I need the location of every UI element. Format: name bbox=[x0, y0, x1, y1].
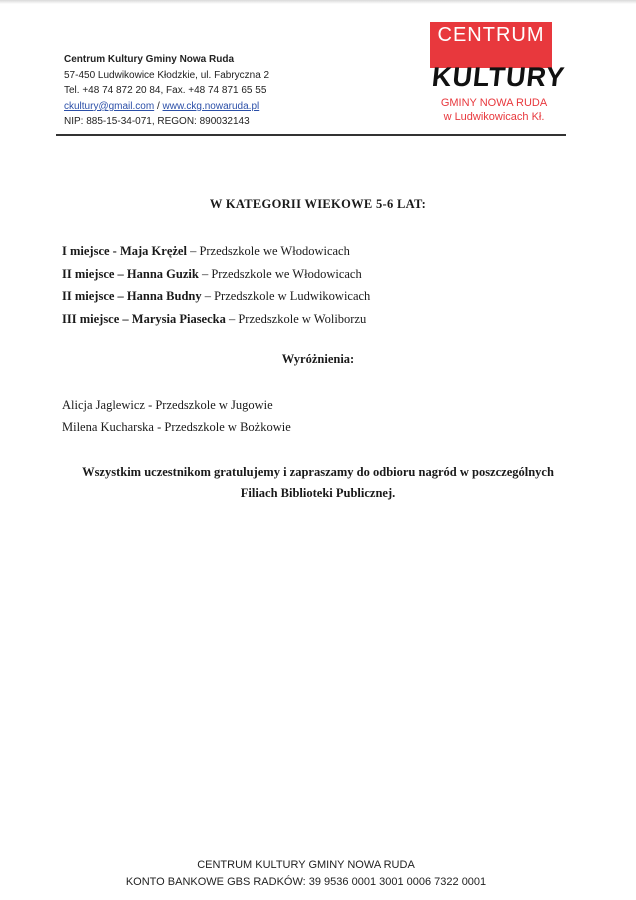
distinction-item: Alicja Jaglewicz - Przedszkole w Jugowie bbox=[62, 398, 273, 412]
logo-location-text: w Ludwikowicach Kł. bbox=[443, 111, 545, 123]
closing-message bbox=[40, 462, 596, 504]
logo-centrum-text: CENTRUM bbox=[437, 24, 545, 46]
winner-school: – Przedszkole w Woliborzu bbox=[225, 311, 367, 326]
closing-line-1: Wszystkim uczestnikom gratulujemy i zapraszamy do odbioru nagród w poszczególnych bbox=[82, 465, 554, 479]
letterhead-info bbox=[64, 52, 269, 130]
winner-row bbox=[62, 263, 370, 286]
org-phone-fax: Tel. +48 74 872 20 84, Fax. +48 74 871 65 55 bbox=[64, 85, 267, 97]
page-footer bbox=[0, 857, 612, 891]
winner-row bbox=[62, 285, 370, 308]
logo-subtitle bbox=[432, 96, 556, 124]
category-title: W KATEGORII WIEKOWE 5-6 LAT: bbox=[209, 197, 427, 211]
org-address: 57-450 Ludwikowice Kłodzkie, ul. Fabryczna 2 bbox=[64, 69, 270, 81]
winner-school: – Przedszkole we Włodowicach bbox=[198, 266, 362, 281]
distinctions-list bbox=[62, 394, 291, 438]
closing-line-2: Filiach Biblioteki Publicznej. bbox=[240, 486, 396, 500]
email-link[interactable]: ckultury@gmail.com bbox=[64, 100, 155, 112]
winner-row bbox=[62, 308, 370, 331]
winner-place: II miejsce – Hanna Guzik bbox=[62, 266, 199, 281]
distinction-item: Milena Kucharska - Przedszkole w Bożkowie bbox=[62, 420, 291, 434]
page-top-edge bbox=[0, 0, 636, 4]
winner-row bbox=[62, 240, 370, 263]
winner-place: I miejsce - Maja Krężel bbox=[62, 244, 187, 258]
centrum-kultury-logo bbox=[430, 22, 567, 123]
winner-place: II miejsce – Hanna Budny bbox=[62, 289, 202, 303]
distinctions-title: Wyróżnienia: bbox=[281, 352, 355, 366]
contact-separator: / bbox=[154, 100, 163, 112]
logo-kultury-text: KULTURY bbox=[430, 62, 567, 92]
org-contacts bbox=[64, 99, 269, 115]
letterhead-divider bbox=[56, 134, 566, 136]
winners-list bbox=[62, 240, 370, 330]
winner-place: III miejsce – Marysia Piasecka bbox=[62, 311, 226, 326]
winner-school: – Przedszkole we Włodowicach bbox=[186, 244, 350, 258]
winner-school: – Przedszkole w Ludwikowicach bbox=[201, 289, 371, 303]
org-tax-ids: NIP: 885-15-34-071, REGON: 890032143 bbox=[64, 116, 250, 128]
footer-bank-account: KONTO BANKOWE GBS RADKÓW: 39 9536 0001 3001 0006 7322 0001 bbox=[125, 876, 487, 888]
footer-org-name: CENTRUM KULTURY GMINY NOWA RUDA bbox=[197, 859, 415, 871]
org-name: Centrum Kultury Gminy Nowa Ruda bbox=[64, 54, 235, 65]
logo-gminy-text: GMINY NOWA RUDA bbox=[440, 97, 548, 109]
website-link[interactable]: www.ckg.nowaruda.pl bbox=[162, 100, 260, 112]
